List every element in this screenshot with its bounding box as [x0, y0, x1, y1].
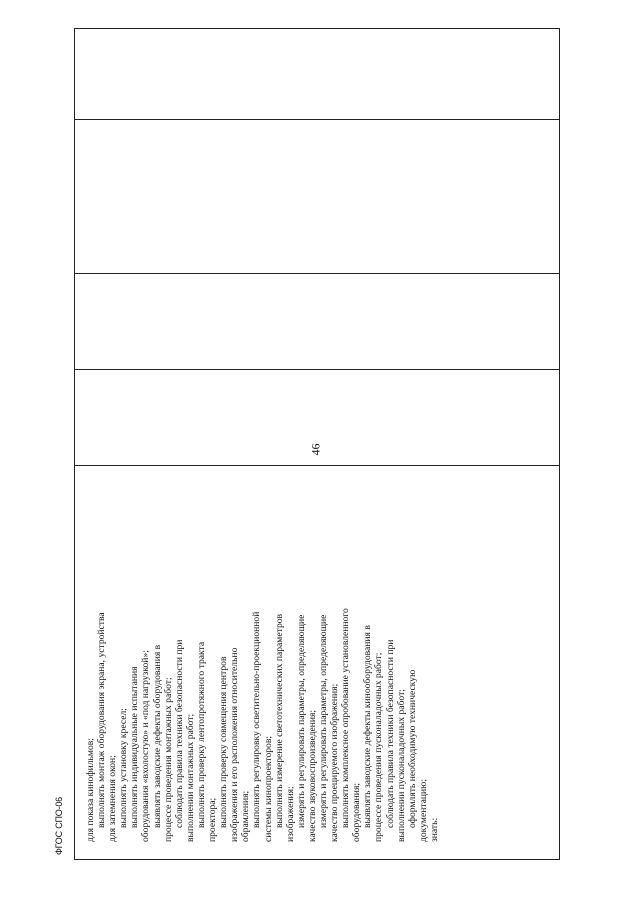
skill-line: системы кинопроекторов; — [262, 735, 274, 842]
skill-line: выявлять заводские дефекты оборудования в — [151, 644, 163, 828]
competency-table — [74, 28, 560, 860]
skill-line: выполнять проверку совмещения центров — [218, 656, 230, 828]
skill-line: выполнять индивидуальные испытания — [129, 666, 141, 828]
skill-line: выявлять заводские дефекты кинооборудования в — [362, 625, 374, 828]
skill-line: измерять и регулировать параметры, определяющие — [317, 614, 329, 828]
skill-line: выполнении пусконаладочных работ; — [395, 689, 407, 842]
skill-line: для затемнения окон; — [107, 755, 119, 842]
skill-line: выполнении монтажных работ; — [184, 713, 196, 842]
skill-line: соблюдать правила техники безопасности при — [384, 639, 396, 828]
skill-line: выполнять регулировку осветительно-проекционной — [251, 611, 263, 828]
skill-line: измерять и регулировать параметры, определяющие — [295, 614, 307, 828]
skill-line: выполнять установку кресел; — [118, 708, 130, 828]
row-divider-1 — [75, 119, 559, 120]
row-divider-3 — [75, 369, 559, 370]
skill-line: выполнять измерение светотехнических параметров — [273, 613, 285, 828]
skill-line: оборудования «вхолостую» и «под нагрузкой»; — [140, 650, 152, 842]
row-divider-4 — [75, 465, 559, 466]
skill-line: соблюдать правила техники безопасности при — [173, 639, 185, 828]
row-divider-2 — [75, 273, 559, 274]
skill-line: проектора; — [207, 797, 219, 842]
skill-line: выполнять проверку лентопротяжного тракта — [195, 641, 207, 828]
skill-line: качество проецируемого изображения; — [329, 683, 341, 842]
skill-line: документацию; — [417, 778, 429, 842]
skills-text — [85, 470, 468, 842]
skill-line: знать: — [428, 817, 440, 842]
document-code: ФГОС СПО-06 — [54, 797, 64, 855]
skill-line: процессе проведения монтажных работ; — [162, 677, 174, 842]
page-number: 46 — [308, 443, 323, 456]
skill-line: выполнять монтаж оборудования экрана, устройства — [96, 612, 108, 828]
skill-line: оформлять необходимую техническую — [406, 669, 418, 828]
skill-line: выполнять комплексное опробование установленного — [340, 608, 352, 828]
skills-cell — [85, 470, 468, 842]
skill-line: обрамления; — [240, 790, 252, 842]
skill-line: процессе проведения пусконаладочных работ; — [373, 652, 385, 842]
skill-line: качество звуковоспроизведения; — [306, 709, 318, 842]
skill-line: изображения и его расположения относительно — [229, 647, 241, 842]
skill-line: оборудования; — [351, 782, 363, 842]
skill-line: изображения; — [284, 786, 296, 842]
skill-line: для показа кинофильмов; — [85, 738, 96, 842]
